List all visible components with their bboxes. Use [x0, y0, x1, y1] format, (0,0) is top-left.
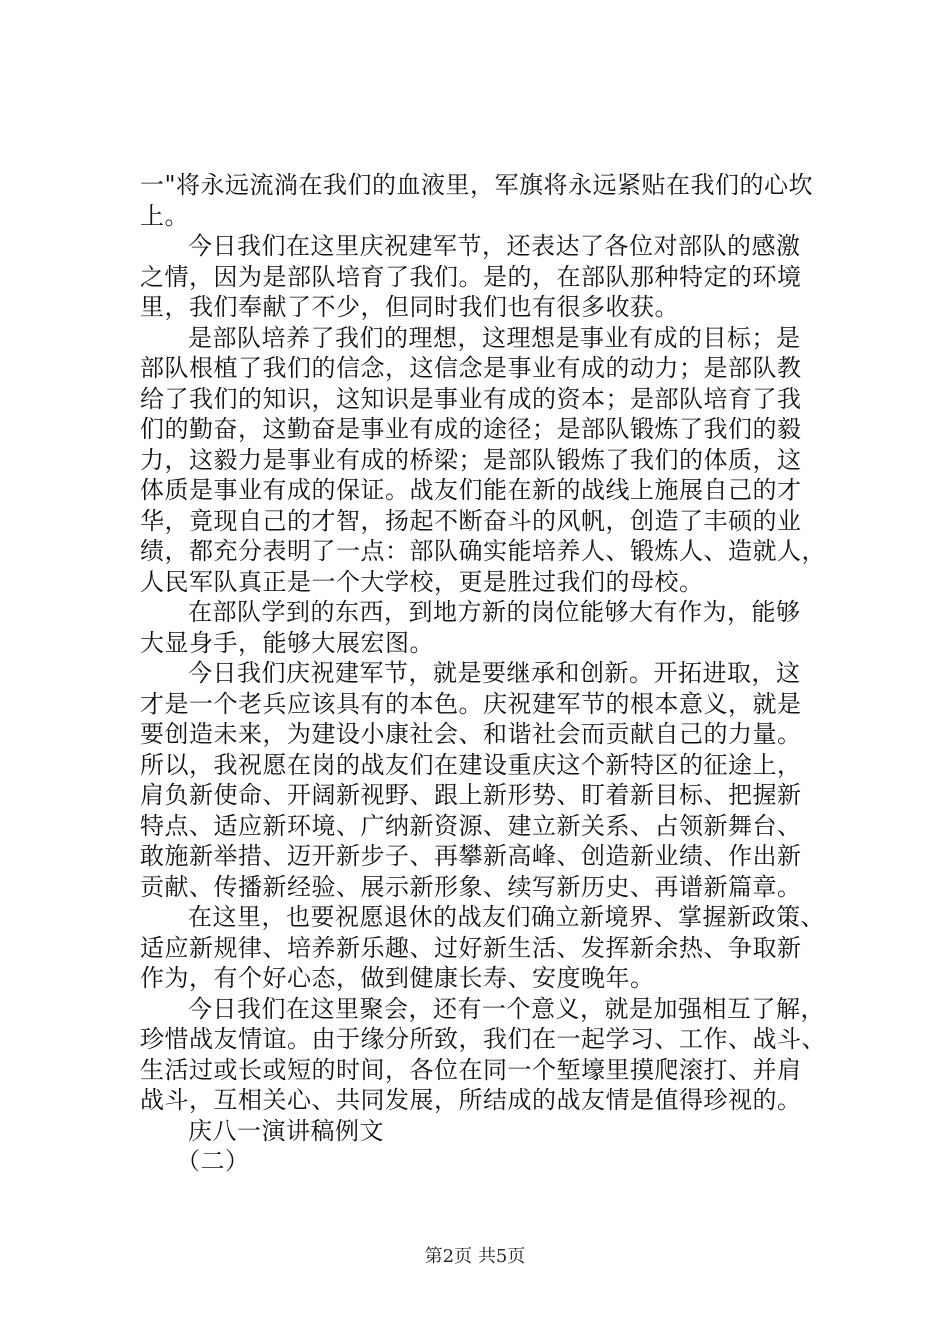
- text-line: 们的勤奋，这勤奋是事业有成的途径；是部队锻炼了我们的毅: [140, 415, 802, 443]
- text-line: 大显身手，能够大展宏图。: [140, 628, 434, 657]
- paragraph-start: 在部队学到的东西，到地方新的岗位能够大有作为，能够: [188, 598, 801, 626]
- text-line: 之情，因为是部队培育了我们。是的，在部队那种特定的环境: [140, 262, 802, 291]
- body-text: [140, 170, 835, 1177]
- text-line: 人民军队真正是一个大学校，更是胜过我们的母校。: [140, 567, 704, 596]
- text-line: 部队根植了我们的信念，这信念是事业有成的动力；是部队教: [140, 354, 802, 382]
- text-line: 里，我们奉献了不少，但同时我们也有很多收获。: [140, 293, 679, 321]
- text-line: 才是一个老兵应该具有的本色。庆祝建军节的根本意义，就是: [140, 689, 802, 718]
- paragraph-start: 今日我们在这里聚会，还有一个意义，就是加强相互了解，: [188, 994, 825, 1023]
- text-line: 华，竟现自己的才智，扬起不断奋斗的风帆，创造了丰硕的业: [140, 506, 802, 535]
- text-line: 一"将永远流淌在我们的血液里，军旗将永远紧贴在我们的心坎: [140, 171, 814, 199]
- section-heading: 庆八一演讲稿例文: [188, 1116, 384, 1145]
- text-line: 珍惜战友情谊。由于缘分所致，我们在一起学习、工作、战斗、: [140, 1025, 826, 1053]
- text-line: 力，这毅力是事业有成的桥梁；是部队锻炼了我们的体质，这: [140, 445, 802, 474]
- text-line: 特点、适应新环境、广纳新资源、建立新关系、占领新舞台、: [140, 811, 802, 840]
- text-line: 要创造未来，为建设小康社会、和谐社会而贡献自己的力量。: [140, 720, 802, 748]
- paragraph-start: 今日我们在这里庆祝建军节，还表达了各位对部队的感激: [188, 232, 801, 260]
- text-line: 所以，我祝愿在岗的战友们在建设重庆这个新特区的征途上，: [140, 750, 802, 779]
- text-line: 体质是事业有成的保证。战友们能在新的战线上施展自己的才: [140, 476, 802, 504]
- text-line: 生活过或长或短的时间，各位在同一个堑壕里摸爬滚打、并肩: [140, 1055, 802, 1084]
- text-line: 敢施新举措、迈开新步子、再攀新高峰、创造新业绩、作出新: [140, 842, 802, 870]
- paragraph-start: 是部队培养了我们的理想，这理想是事业有成的目标；是: [188, 323, 801, 352]
- text-line: 肩负新使命、开阔新视野、跟上新形势、盯着新目标、把握新: [140, 781, 802, 809]
- section-subheading: （二）: [176, 1147, 250, 1175]
- text-line: 战斗，互相关心、共同发展，所结成的战友情是值得珍视的。: [140, 1086, 802, 1114]
- text-line: 上。: [140, 201, 189, 230]
- page-number-footer: 第2页 共5页: [424, 1246, 526, 1267]
- text-line: 贡献、传播新经验、展示新形象、续写新历史、再谱新篇章。: [140, 872, 802, 901]
- paragraph-start: 在这里，也要祝愿退休的战友们确立新境界、掌握新政策、: [188, 903, 825, 931]
- text-line: 作为，有个好心态，做到健康长寿、安度晚年。: [140, 964, 655, 992]
- text-line: 给了我们的知识，这知识是事业有成的资本；是部队培育了我: [140, 384, 802, 413]
- text-line: 绩，都充分表明了一点：部队确实能培养人、锻炼人、造就人，: [140, 537, 826, 565]
- text-line: 适应新规律、培养新乐趣、过好新生活、发挥新余热、争取新: [140, 933, 802, 962]
- paragraph-start: 今日我们庆祝建军节，就是要继承和创新。开拓进取，这: [188, 659, 801, 687]
